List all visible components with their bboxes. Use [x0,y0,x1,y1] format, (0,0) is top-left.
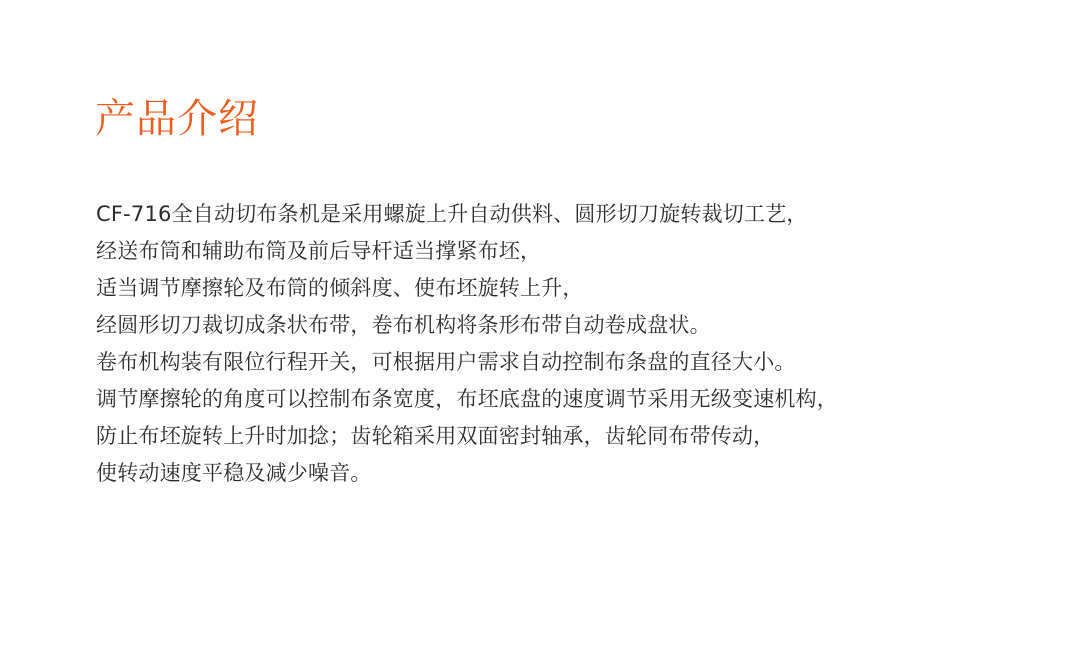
body-line: 适当调节摩擦轮及布筒的倾斜度、使布坯旋转上升， [96,276,584,300]
body-line: 卷布机构装有限位行程开关，可根据用户需求自动控制布条盘的直径大小。 [96,350,796,374]
body-line: CF-716全自动切布条机是采用螺旋上升自动供料、圆形切刀旋转裁切工艺， [96,202,808,226]
body-line: 调节摩擦轮的角度可以控制布条宽度，布坯底盘的速度调节采用无级变速机构， [96,387,838,411]
body-line: 经送布筒和辅助布筒及前后导杆适当撑紧布坯， [96,239,542,263]
page-title: 产品介绍 [95,96,259,142]
body-line: 经圆形切刀裁切成条状布带，卷布机构将条形布带自动卷成盘状。 [96,313,711,337]
body-text-block [96,196,1016,492]
body-line: 防止布坯旋转上升时加捻；齿轮箱采用双面密封轴承，齿轮同布带传动， [96,424,775,448]
body-line: 使转动速度平稳及减少噪音。 [96,461,372,485]
